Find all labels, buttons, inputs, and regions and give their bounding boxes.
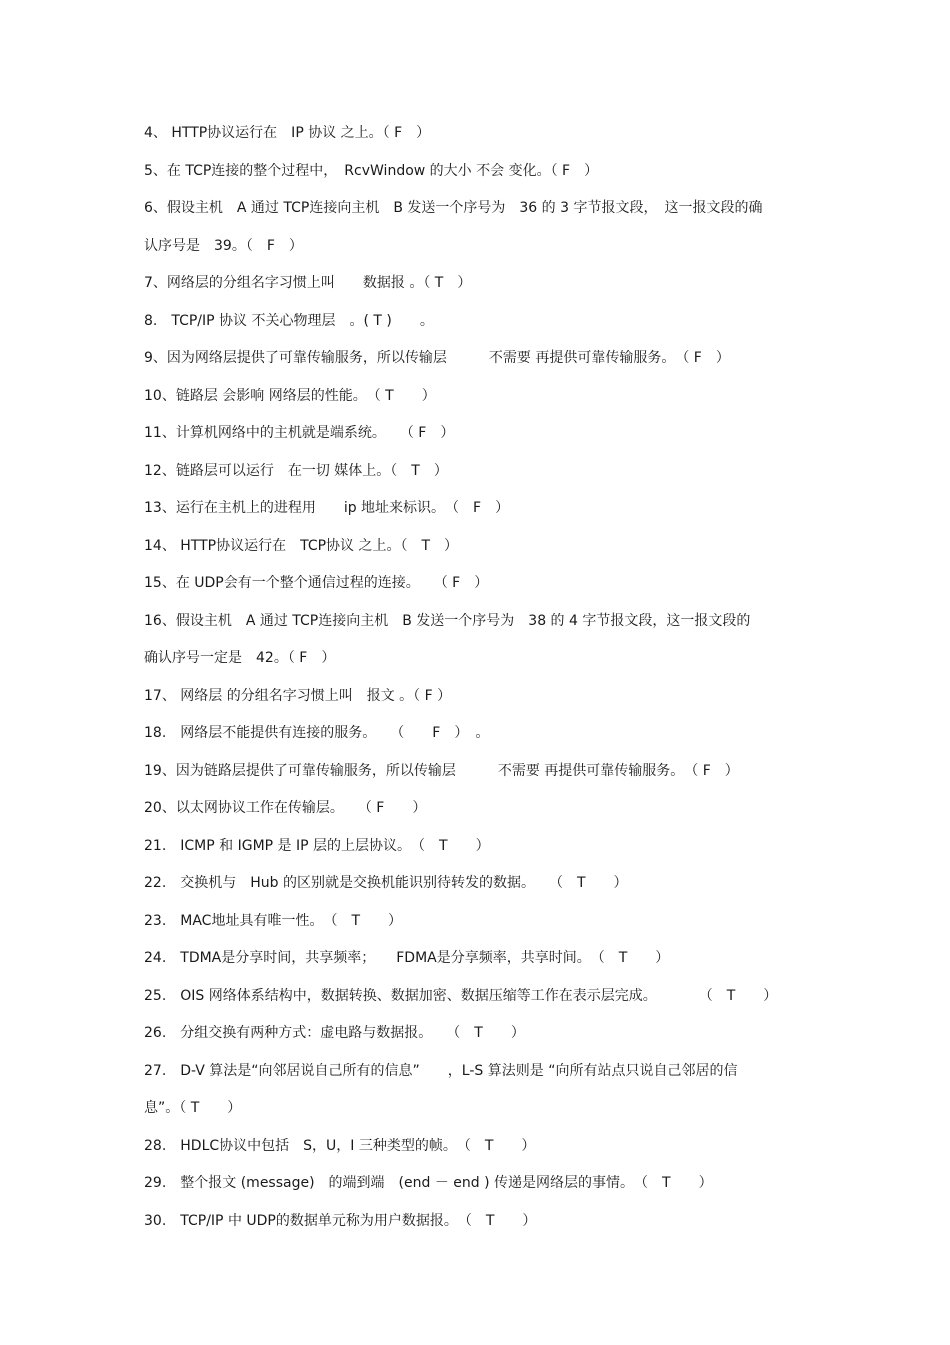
text-line: 认序号是 39。（ F ） (144, 237, 303, 254)
text-line: 9、因为网络层提供了可靠传输服务，所以传输层 不需要 再提供可靠传输服务。 （ F ） (144, 350, 730, 366)
text-line: 11、计算机网络中的主机就是端系统。 （ F ） (144, 425, 455, 441)
text-line: 4、 HTTP协议运行在 IP 协议 之上。（ F ） (144, 125, 431, 141)
text-line: 14、 HTTP协议运行在 TCP协议 之上。（ T ） (144, 537, 459, 554)
text-line: 23. MAC地址具有唯一性。 （ T ） (144, 912, 403, 929)
text-line: 21. ICMP 和 IGMP 是 IP 层的上层协议。 （ T ） (144, 837, 490, 854)
text-line: 10、链路层 会影响 网络层的性能。 （ T ） (144, 387, 436, 404)
text-line: 16、假设主机 A 通过 TCP连接向主机 B 发送一个序号为 38 的 4 字节报文段，这一报文段的 (144, 612, 751, 629)
text-line: 28. HDLC协议中包括 S，U，I 三种类型的帧。 （ T ） (144, 1137, 536, 1154)
text-line: 19、因为链路层提供了可靠传输服务，所以传输层 不需要 再提供可靠传输服务。 （ F ） (144, 762, 739, 779)
text-line: 30. TCP/IP 中 UDP的数据单元称为用户数据报。 （ T ） (144, 1212, 537, 1229)
text-line: 27. D-V 算法是“向邻居说自己所有的信息” ，L-S 算法则是 “向所有站点只说自己邻居的信 (144, 1062, 738, 1079)
text-line: 6、假设主机 A 通过 TCP连接向主机 B 发送一个序号为 36 的 3 字节报文段， 这一报文段的确 (144, 200, 763, 216)
text-line: 25. OIS 网络体系结构中，数据转换、数据加密、数据压缩等工作在表示层完成。 （ T ） (144, 987, 778, 1004)
text-line: 13、运行在主机上的进程用 ip 地址来标识。 （ F ） (144, 500, 510, 516)
text-line: 8. TCP/IP 协议 不关心物理层 。( T ) 。 (144, 312, 434, 329)
text-line: 5、在 TCP连接的整个过程中， RcvWindow 的大小 不会 变化。（ F ） (144, 162, 599, 179)
text-line: 确认序号一定是 42。（ F ） (144, 650, 336, 666)
text-line: 26. 分组交换有两种方式：虚电路与数据报。 （ T ） (144, 1025, 525, 1041)
text-line: 15、在 UDP会有一个整个通信过程的连接。 （ F ） (144, 575, 489, 591)
text-line: 20、以太网协议工作在传输层。 （ F ） (144, 800, 427, 816)
text-line: 22. 交换机与 Hub 的区别就是交换机能识别待转发的数据。 （ T ） (144, 875, 628, 891)
text-line: 17、 网络层 的分组名字习惯上叫 报文 。（ F ） (144, 687, 452, 704)
text-line: 7、网络层的分组名字习惯上叫 数据报 。（ T ） (144, 275, 472, 291)
text-line: 息”。（ T ） (144, 1100, 242, 1116)
question-list (144, 122, 814, 1247)
text-line: 24. TDMA是分享时间，共享频率； FDMA是分享频率，共享时间。 （ T ） (144, 950, 670, 966)
text-line: 29. 整个报文 (message) 的端到端 (end － end ) 传递是网络层的事情。 （ T ） (144, 1175, 713, 1191)
text-line: 18. 网络层不能提供有连接的服务。 （ F ） 。 (144, 725, 490, 741)
text-line: 12、链路层可以运行 在一切 媒体上。（ T ） (144, 462, 448, 479)
